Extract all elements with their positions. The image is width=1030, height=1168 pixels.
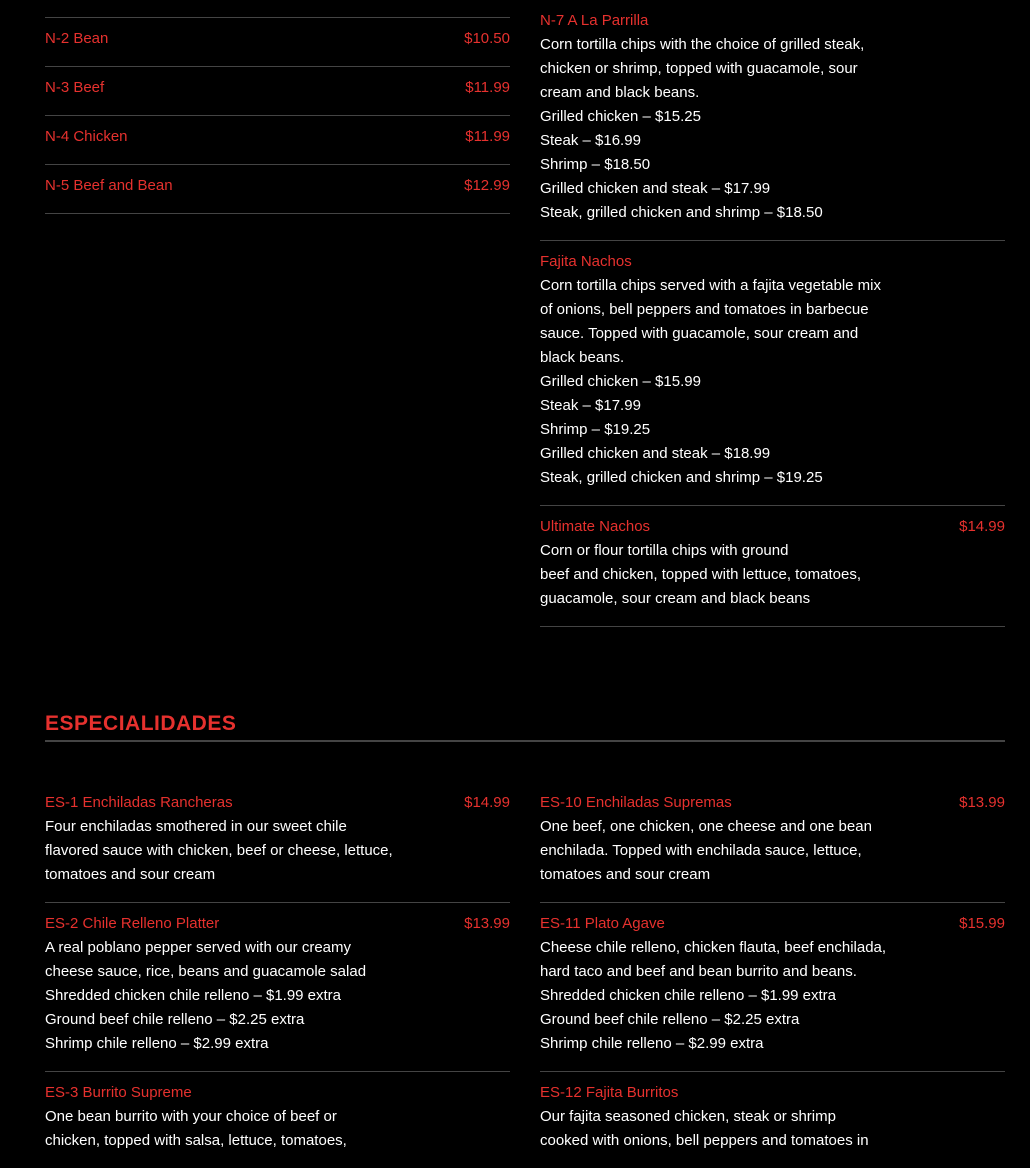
item-name: N-4 Chicken	[45, 128, 128, 145]
desc-line: Ground beef chile relleno – $2.25 extra	[540, 1011, 800, 1028]
desc-line: Shrimp chile relleno – $2.99 extra	[45, 1035, 269, 1052]
menu-item	[45, 116, 510, 165]
desc-line: One beef, one chicken, one cheese and one bean	[540, 818, 872, 835]
menu-item	[45, 903, 510, 1072]
desc-line: Shredded chicken chile relleno – $1.99 extra	[45, 987, 342, 1004]
item-name: Fajita Nachos	[540, 253, 632, 270]
item-price: $11.99	[465, 128, 510, 145]
desc-line: Steak – $16.99	[540, 132, 641, 149]
item-price: $14.99	[959, 518, 1005, 535]
item-price: $15.99	[959, 915, 1005, 932]
desc-line: Our fajita seasoned chicken, steak or shrimp	[540, 1108, 836, 1125]
menu-item-partial	[45, 0, 510, 18]
desc-line: Shrimp – $19.25	[540, 421, 651, 438]
item-description	[540, 539, 910, 611]
menu-item	[45, 18, 510, 67]
desc-line: A real poblano pepper served with our creamy	[45, 939, 352, 956]
desc-line: Shrimp – $18.50	[540, 156, 651, 173]
desc-line: Grilled chicken and steak – $18.99	[540, 445, 771, 462]
desc-line: chicken or shrimp, topped with guacamole, sour	[540, 60, 858, 77]
item-description	[540, 815, 910, 887]
nachos-right-column	[540, 0, 1005, 627]
desc-line: Grilled chicken – $15.25	[540, 108, 701, 125]
item-description	[45, 815, 415, 887]
desc-line: Steak – $17.99	[540, 397, 641, 414]
item-price: $13.99	[959, 794, 1005, 811]
desc-line: One bean burrito with your choice of beef or	[45, 1108, 337, 1125]
desc-line: cream and black beans.	[540, 84, 700, 101]
especialidades-right-column	[540, 782, 1005, 1168]
item-description	[540, 1105, 915, 1153]
menu-item	[540, 782, 1005, 903]
desc-line: flavored sauce with chicken, beef or cheese, lettuce,	[45, 842, 393, 859]
desc-line: Grilled chicken and steak – $17.99	[540, 180, 771, 197]
menu-item	[45, 782, 510, 903]
item-name: ES-3 Burrito Supreme	[45, 1084, 192, 1101]
desc-line: hard taco and beef and bean burrito and beans.	[540, 963, 857, 980]
item-description	[45, 936, 415, 1056]
desc-line: Shredded chicken chile relleno – $1.99 extra	[540, 987, 837, 1004]
desc-line: of onions, bell peppers and tomatoes in barbecue	[540, 301, 869, 318]
desc-line: enchilada. Topped with enchilada sauce, lettuce,	[540, 842, 862, 859]
item-name: N-3 Beef	[45, 79, 105, 96]
desc-line: Shrimp chile relleno – $2.99 extra	[540, 1035, 764, 1052]
item-description	[45, 1105, 415, 1153]
section-title: ESPECIALIDADES	[45, 710, 1005, 742]
item-price: $13.99	[464, 915, 510, 932]
item-description	[540, 936, 915, 1056]
item-name: Ultimate Nachos	[540, 518, 651, 535]
item-name: ES-2 Chile Relleno Platter	[45, 915, 220, 932]
item-name: ES-10 Enchiladas Supremas	[540, 794, 732, 811]
desc-line: cheese sauce, rice, beans and guacamole salad	[45, 963, 367, 980]
item-name: ES-12 Fajita Burritos	[540, 1084, 679, 1101]
nachos-left-column	[45, 0, 510, 214]
desc-line: cooked with onions, bell peppers and tomatoes in	[540, 1132, 869, 1149]
item-description	[540, 274, 915, 490]
desc-line: Corn tortilla chips served with a fajita vegetable mix	[540, 277, 881, 294]
desc-line: Corn tortilla chips with the choice of grilled steak,	[540, 36, 865, 53]
menu-item	[540, 1072, 1005, 1168]
desc-line: tomatoes and sour cream	[45, 866, 216, 883]
desc-line: chicken, topped with salsa, lettuce, tomatoes,	[45, 1132, 347, 1149]
item-name: N-7 A La Parrilla	[540, 12, 649, 29]
menu-item	[45, 165, 510, 214]
desc-line: Corn or flour tortilla chips with ground	[540, 542, 789, 559]
desc-line: tomatoes and sour cream	[540, 866, 711, 883]
item-name: N-2 Bean	[45, 30, 109, 47]
item-description	[540, 33, 915, 225]
desc-line: beef and chicken, topped with lettuce, tomatoes,	[540, 566, 862, 583]
item-name: N-5 Beef and Bean	[45, 177, 173, 194]
item-price: $12.99	[464, 177, 510, 194]
item-price: $14.99	[464, 794, 510, 811]
menu-item	[540, 903, 1005, 1072]
menu-item	[540, 506, 1005, 627]
desc-line: sauce. Topped with guacamole, sour cream and	[540, 325, 859, 342]
menu-item	[540, 241, 1005, 506]
desc-line: Steak, grilled chicken and shrimp – $18.50	[540, 204, 823, 221]
desc-line: Grilled chicken – $15.99	[540, 373, 701, 390]
especialidades-left-column	[45, 782, 510, 1168]
desc-line: Four enchiladas smothered in our sweet chile	[45, 818, 347, 835]
menu-item	[45, 1072, 510, 1168]
item-price: $10.50	[464, 30, 510, 47]
item-name: ES-11 Plato Agave	[540, 915, 665, 932]
menu-item	[540, 0, 1005, 241]
menu-item	[45, 67, 510, 116]
desc-line: Cheese chile relleno, chicken flauta, beef enchilada,	[540, 939, 887, 956]
item-name: ES-1 Enchiladas Rancheras	[45, 794, 233, 811]
item-price: $11.99	[465, 79, 510, 96]
desc-line: black beans.	[540, 349, 625, 366]
desc-line: guacamole, sour cream and black beans	[540, 590, 811, 607]
desc-line: Steak, grilled chicken and shrimp – $19.25	[540, 469, 823, 486]
desc-line: Ground beef chile relleno – $2.25 extra	[45, 1011, 305, 1028]
